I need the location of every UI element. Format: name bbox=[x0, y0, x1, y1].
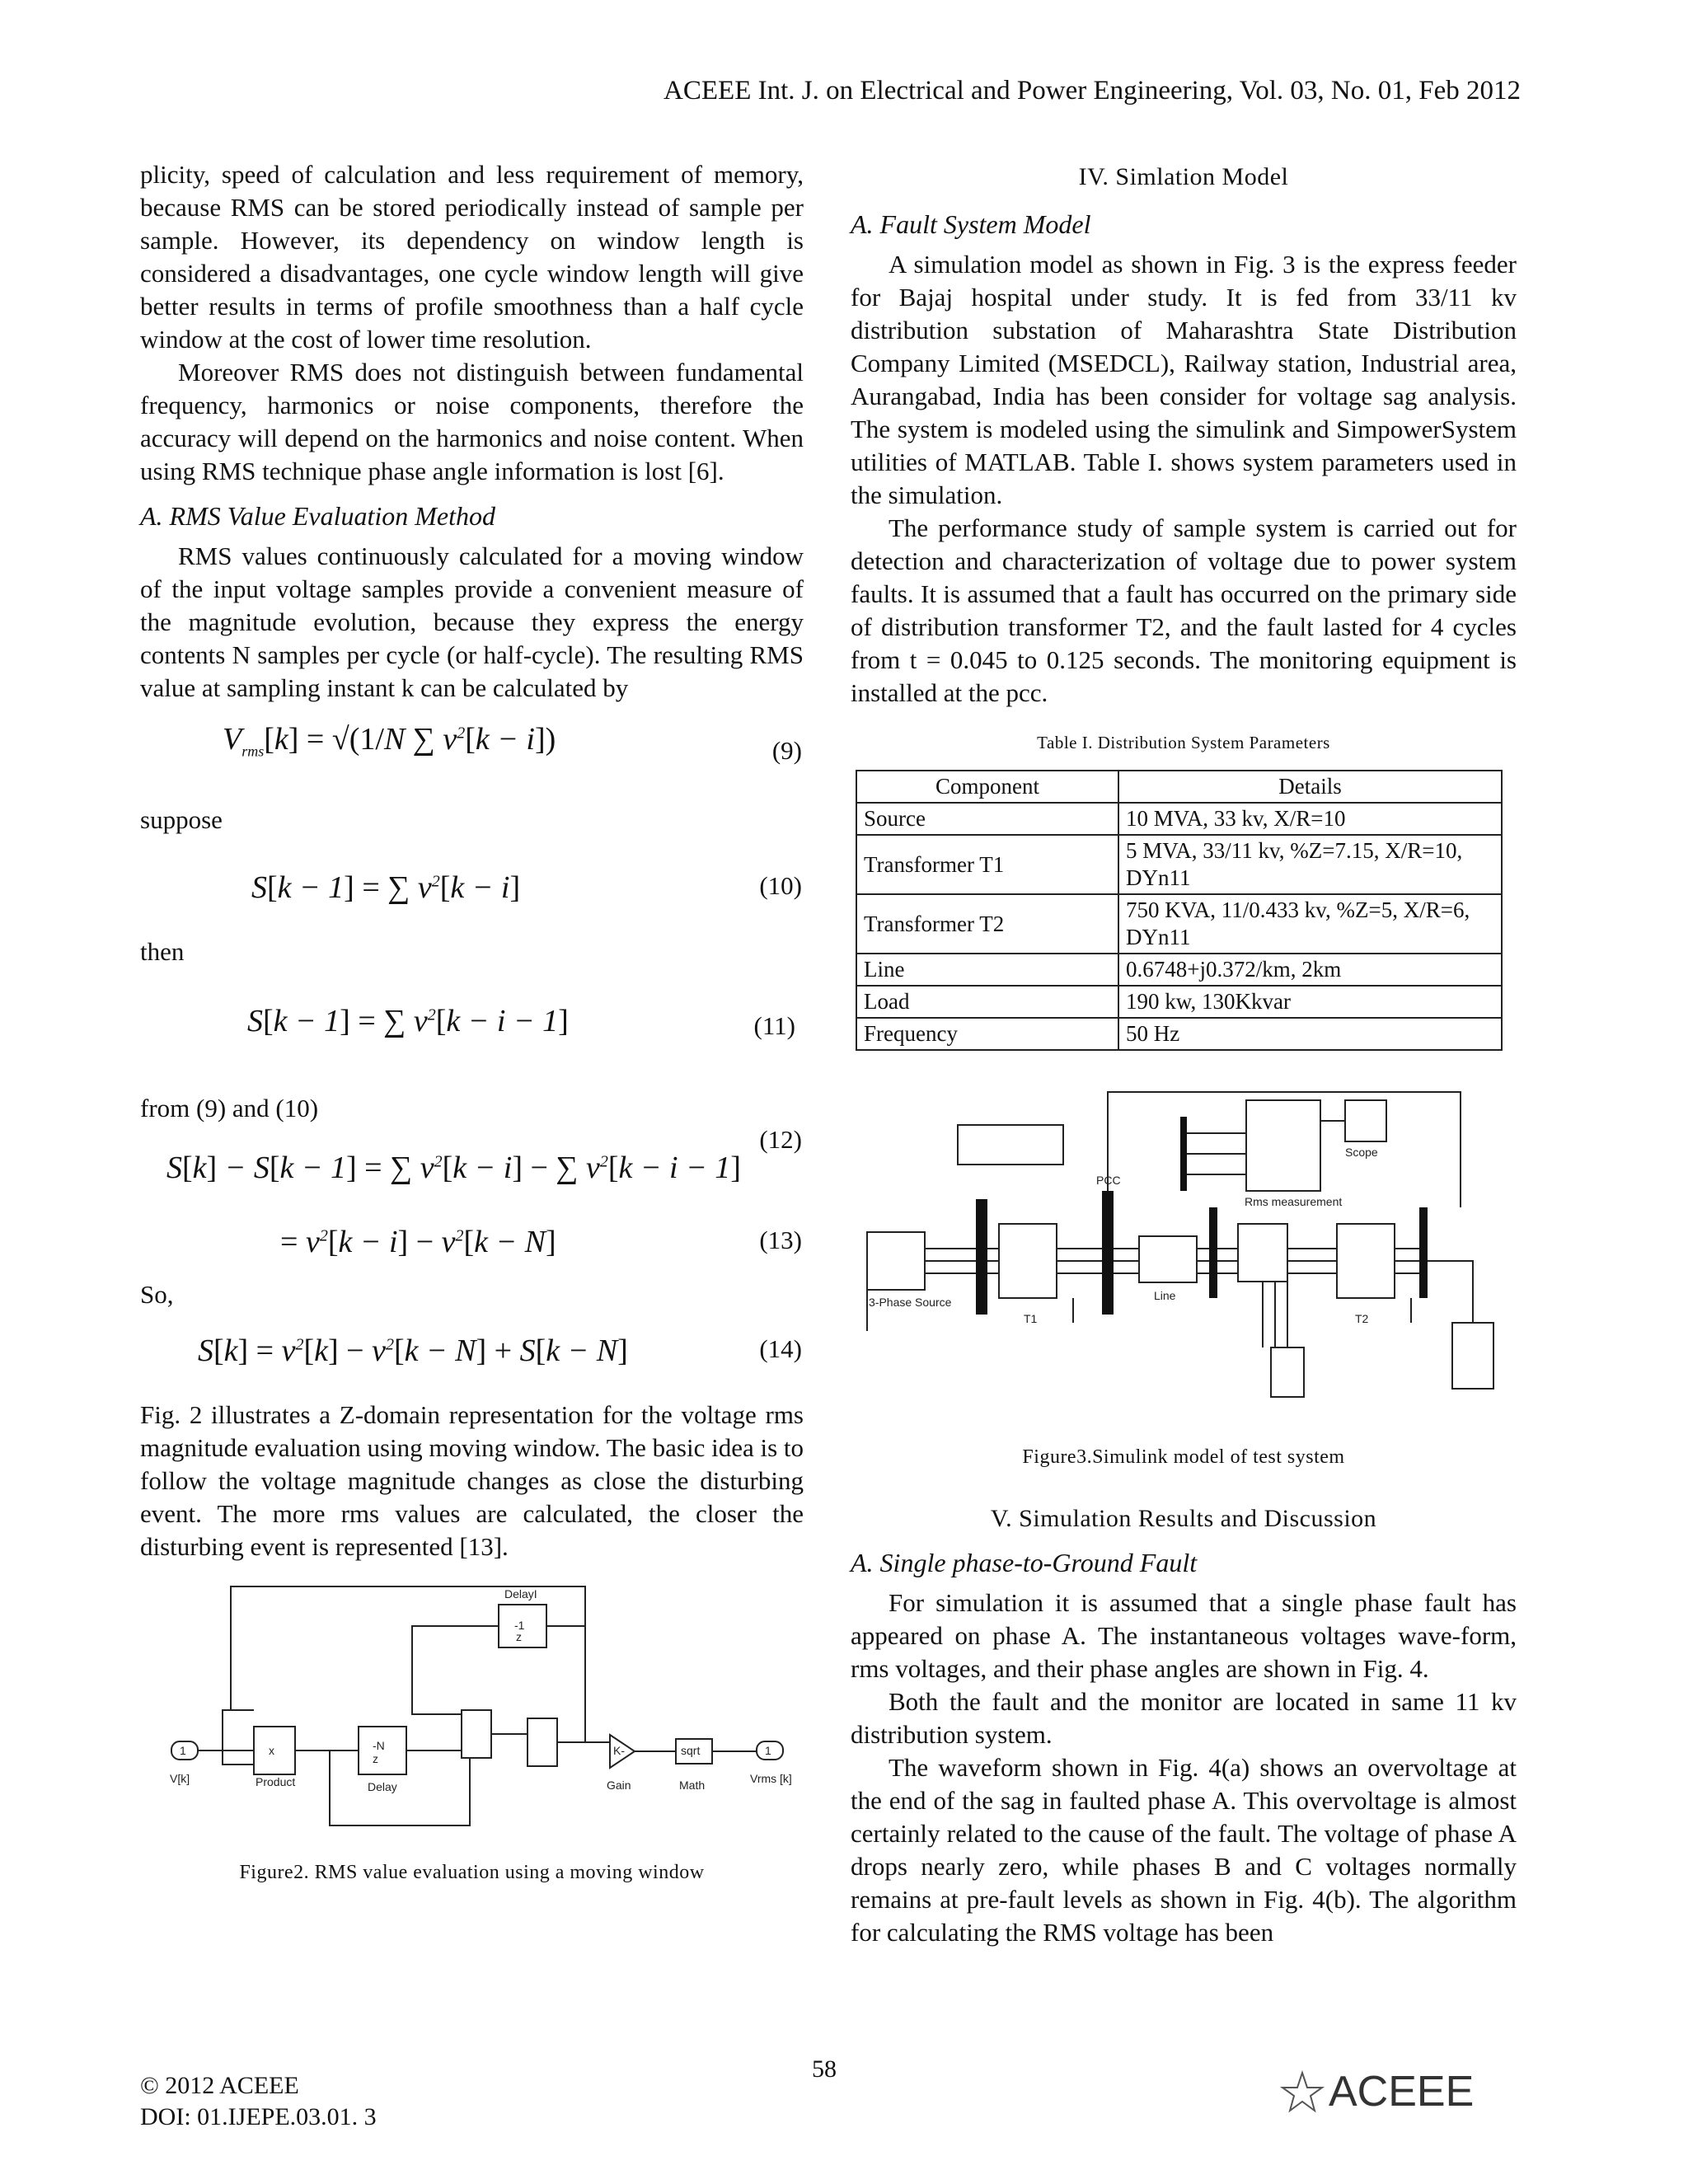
section-heading-iv: IV. Simlation Model bbox=[1078, 163, 1289, 190]
table-row bbox=[856, 954, 1502, 986]
figure2-caption: Figure2. RMS value evaluation using a moving window bbox=[239, 1862, 705, 1883]
table-cell: Transformer T2 bbox=[856, 894, 1118, 954]
paragraph: plicity, speed of calculation and less requirement of memory, because RMS can be stored periodically instead of sample per sample. However, its dependency on window length is considered a disadvantages, one cycle window length will give better results in terms of profile smoothness than a half cycle window at the cost of lower time resolution. bbox=[140, 160, 804, 354]
subsection-heading: A. RMS Value Evaluation Method bbox=[140, 501, 496, 531]
equation-number: (13) bbox=[759, 1226, 802, 1254]
fig2-label-vk: V[k] bbox=[170, 1772, 190, 1785]
fig3-source-block bbox=[867, 1232, 925, 1290]
text-suppose: suppose bbox=[140, 805, 223, 834]
svg-text:-N: -N bbox=[373, 1739, 385, 1752]
subsection-heading: A. Fault System Model bbox=[851, 209, 1091, 239]
fig2-label-gain: Gain bbox=[607, 1779, 631, 1792]
paragraph: The waveform shown in Fig. 4(a) shows an overvoltage at the end of the sag in faulted phase A. This overvoltage is almost certainly related to the cause of the fault. The voltage of phase A drops nearly zero, while phases B and C voltages normally remains at pre-fault levels as shown in Fig. 4(b). The algorithm for calculating the RMS voltage has been bbox=[851, 1753, 1517, 1947]
fig3-rms-block bbox=[1246, 1100, 1320, 1191]
paragraph: A simulation model as shown in Fig. 3 is the express feeder for Bajaj hospital under study. It is fed from 33/11 kv distribution substation of Maharashtra State Distribution Company Limited (MSEDCL), Railway station, Industrial area, Aurangabad, India has been consider for voltage sag analysis. The system is modeled using the simulink and SimpowerSystem utilities of MATLAB. Table I. shows system parameters used in the simulation. bbox=[851, 250, 1517, 509]
page-number: 58 bbox=[812, 2055, 837, 2083]
section-heading-v: V. Simulation Results and Discussion bbox=[990, 1505, 1377, 1532]
fig3-label-rms: Rms measurement bbox=[1245, 1195, 1343, 1208]
equation-14: $S[k] = v^2[k] - v^2[k - N] + S[k - N]$ (14) bbox=[198, 1333, 802, 1368]
table-cell: Frequency bbox=[856, 1018, 1118, 1050]
fig3-label-scope: Scope bbox=[1345, 1146, 1378, 1159]
logo-text: ACEEE bbox=[1329, 2068, 1475, 2114]
fig2-label-delay: Delay bbox=[368, 1780, 397, 1793]
fig3-label-t1: T1 bbox=[1024, 1312, 1038, 1325]
paragraph: The performance study of sample system is carried out for detection and characterization of voltage due to power system faults. It is assumed that a fault has occurred on the primary side of distribution transformer T2, and the fault lasted for 4 cycles from t = 0.045 to 0.125 seconds. The monitoring equipment is installed at the pcc. bbox=[851, 513, 1517, 707]
table-row bbox=[856, 1018, 1502, 1050]
equation-number: (12) bbox=[759, 1125, 802, 1154]
fig2-k-symbol: K- bbox=[613, 1744, 625, 1757]
equation-11: S[k − 1] = ∑ $v^2[k - i - 1]$ (11) bbox=[247, 1004, 795, 1040]
table-row bbox=[856, 894, 1502, 954]
fig3-bus-3 bbox=[1209, 1207, 1217, 1298]
fig3-bus-1 bbox=[976, 1199, 987, 1315]
doi: DOI: 01.IJEPE.03.01. 3 bbox=[140, 2103, 377, 2130]
fig2-sum1-block bbox=[462, 1710, 491, 1758]
fig3-scope-block bbox=[1345, 1100, 1386, 1141]
left-column bbox=[140, 158, 804, 1884]
fig2-in-number: 1 bbox=[180, 1744, 186, 1757]
figure2-block-diagram bbox=[140, 1570, 804, 1850]
text-from: from (9) and (10) bbox=[140, 1094, 319, 1122]
table-cell: 750 KVA, 11/0.433 kv, %Z=5, X/R=6, DYn11 bbox=[1118, 894, 1502, 954]
figure3-simulink-model bbox=[851, 1084, 1517, 1438]
text-then: then bbox=[140, 937, 185, 966]
equation-10: S[k − 1] = ∑ $v^2[k - i]$ (10) bbox=[251, 870, 802, 905]
fig2-out-number: 1 bbox=[765, 1744, 771, 1757]
table-cell: Load bbox=[856, 986, 1118, 1018]
fig3-fault-block bbox=[1271, 1347, 1304, 1397]
fig2-label-math: Math bbox=[679, 1779, 706, 1792]
fig3-demux-bar bbox=[1180, 1117, 1187, 1191]
table-row bbox=[856, 986, 1502, 1018]
fig3-breaker-block bbox=[1238, 1224, 1287, 1282]
fig3-powergui-block bbox=[958, 1125, 1063, 1165]
svg-text:z: z bbox=[516, 1630, 522, 1643]
fig2-x-symbol: x bbox=[269, 1744, 274, 1757]
right-column bbox=[851, 158, 1517, 1949]
fig3-line-block bbox=[1139, 1236, 1197, 1282]
paragraph: Fig. 2 illustrates a Z-domain representation for the voltage rms magnitude evaluation using moving window. The basic idea is to follow the voltage magnitude changes as close the disturbing event. The more rms values are calculated, the closer the disturbing event is represented [13]. bbox=[140, 1400, 804, 1561]
paragraph: RMS values continuously calculated for a moving window of the input voltage samples provide a convenient measure of the magnitude evolution, because they express the energy contents N samples per cycle (or half-cycle). The resulting RMS value at sampling instant k can be calculated by bbox=[140, 541, 804, 702]
fig2-label-delay1: DelayI bbox=[504, 1587, 537, 1601]
table-header-row bbox=[856, 771, 1502, 803]
fig3-bus-pcc bbox=[1102, 1191, 1114, 1315]
equation-number: (14) bbox=[759, 1334, 802, 1363]
paragraph: Moreover RMS does not distinguish between fundamental frequency, harmonics or noise components, therefore the accuracy will depend on the harmonics and noise content. When using RMS technique phase angle information is lost [6]. bbox=[140, 358, 804, 485]
equation-number: (9) bbox=[771, 736, 802, 765]
fig3-label-t2: T2 bbox=[1355, 1312, 1369, 1325]
table-cell: Source bbox=[856, 803, 1118, 835]
fig3-label-line: Line bbox=[1154, 1289, 1176, 1302]
table-cell: Line bbox=[856, 954, 1118, 986]
equation-9: $V_{rms}[k] = √(1/N$ ∑ $v^2[k - i]$) (9) bbox=[223, 722, 802, 765]
paragraph: For simulation it is assumed that a single phase fault has appeared on phase A. The instantaneous voltages wave-form, rms voltages, and their phase angles are shown in Fig. 4. bbox=[851, 1588, 1517, 1683]
table-header-cell: Component bbox=[856, 771, 1118, 803]
table-header-cell: Details bbox=[1118, 771, 1502, 803]
equation-13: = $v^2[k - i] - v^2[k - N]$ (13) bbox=[280, 1225, 802, 1259]
table-cell: 0.6748+j0.372/km, 2km bbox=[1118, 954, 1502, 986]
table-caption: Table I. Distribution System Parameters bbox=[1037, 733, 1330, 752]
footer-left bbox=[140, 2070, 377, 2133]
equation-number: (11) bbox=[753, 1011, 795, 1040]
aceee-logo bbox=[1278, 2064, 1517, 2114]
table-row bbox=[856, 803, 1502, 835]
svg-text:z: z bbox=[373, 1752, 378, 1765]
distribution-system-parameters-table bbox=[856, 770, 1503, 1051]
subsection-heading: A. Single phase-to-Ground Fault bbox=[851, 1548, 1198, 1577]
fig2-label-product: Product bbox=[256, 1775, 296, 1788]
copyright: © 2012 ACEEE bbox=[140, 2072, 299, 2099]
table-row bbox=[856, 835, 1502, 894]
table-cell: 5 MVA, 33/11 kv, %Z=7.15, X/R=10, DYn11 bbox=[1118, 835, 1502, 894]
figure3-caption: Figure3.Simulink model of test system bbox=[1022, 1446, 1345, 1468]
star-icon bbox=[1282, 2073, 1322, 2111]
table-cell: 50 Hz bbox=[1118, 1018, 1502, 1050]
svg-text:-1: -1 bbox=[514, 1619, 525, 1632]
fig3-label-pcc: PCC bbox=[1096, 1174, 1121, 1187]
fig2-product-block bbox=[254, 1727, 295, 1774]
fig3-bus-4 bbox=[1419, 1207, 1428, 1298]
journal-header: ACEEE Int. J. on Electrical and Power Engineering, Vol. 03, No. 01, Feb 2012 bbox=[663, 76, 1521, 105]
equation-12: S[k] − S[k − 1] = ∑ $v^2[k - i]$ − ∑ $v^2[k - i - 1]$ (12) bbox=[166, 1125, 802, 1185]
fig3-t2-block bbox=[1337, 1224, 1395, 1298]
fig2-sum2-block bbox=[528, 1718, 557, 1766]
paragraph: Both the fault and the monitor are located in same 11 kv distribution system. bbox=[851, 1687, 1517, 1749]
table-cell: Transformer T1 bbox=[856, 835, 1118, 894]
table-cell: 10 MVA, 33 kv, X/R=10 bbox=[1118, 803, 1502, 835]
fig3-label-source: 3-Phase Source bbox=[869, 1296, 952, 1309]
fig3-load-block bbox=[1452, 1323, 1493, 1389]
equation-number: (10) bbox=[759, 871, 802, 900]
table-cell: 190 kw, 130Kkvar bbox=[1118, 986, 1502, 1018]
fig2-label-vrms: Vrms [k] bbox=[750, 1772, 792, 1785]
fig3-t1-block bbox=[999, 1224, 1057, 1298]
text-so: So, bbox=[140, 1280, 174, 1309]
fig2-sqrt-symbol: sqrt bbox=[681, 1744, 701, 1757]
